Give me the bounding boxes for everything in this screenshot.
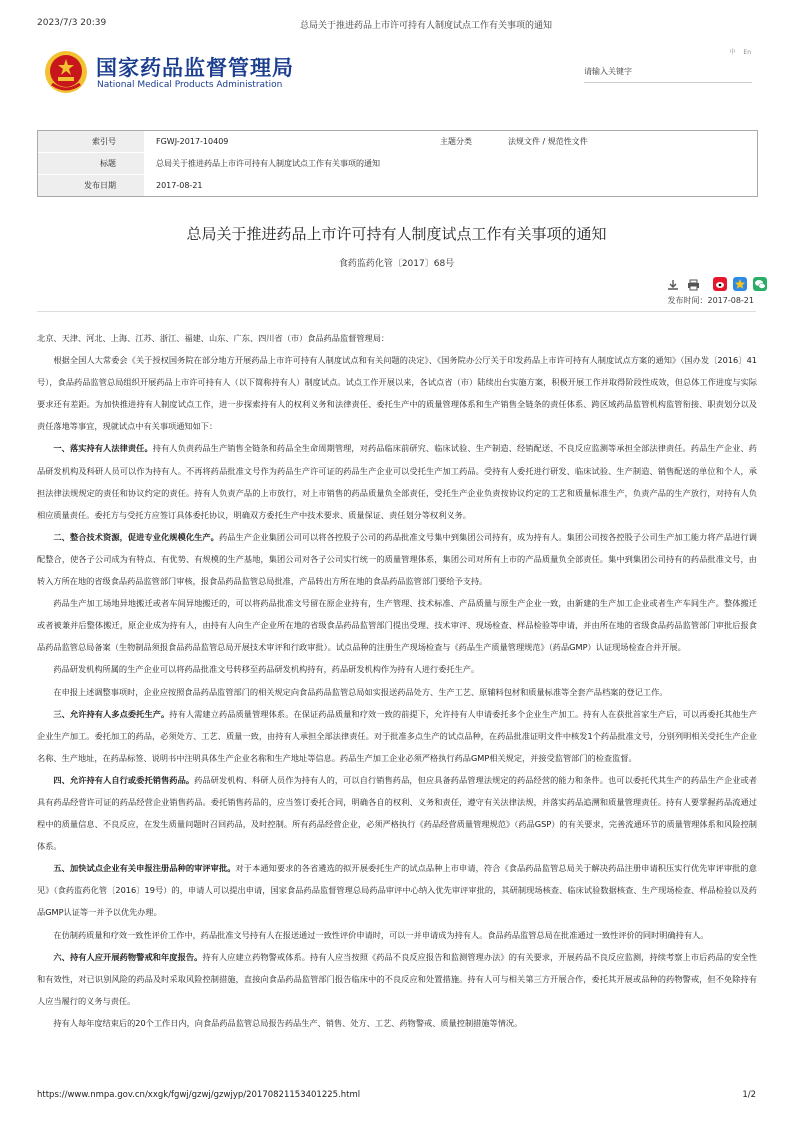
print-footer-url: https://www.nmpa.gov.cn/xxgk/fgwj/gzwj/gzwjyp/20170821153401225.html	[37, 1090, 361, 1100]
print-page-title: 总局关于推进药品上市许可持有人制度试点工作有关事项的通知	[300, 21, 553, 31]
paragraph: 根据全国人大常委会《关于授权国务院在部分地方开展药品上市许可持有人制度试点和有关问题的决定》、《国务院办公厅关于印发药品上市许可持有人制度试点方案的通知》（国办发〔2016〕41号），食品药品监管总局组织开展药品上市许可持有人（以下简称持有人）制度试点。试点工作开展以来，各试点省（市）陆续出台实施方案，积极开展工作并取得阶段性成效，但总体工作进度与实际要求还有差距。为加快推进持有人制度试点工作，进一步探索持有人的权利义务和法律责任、委托生产中的质量管理体系和生产销售全链条的责任体系、跨区域药品监管机构监管衔接、职责划分以及责任落地等事宜，现就试点中有关事项通知如下：	[37, 355, 757, 432]
publish-date: 发布时间：2017-08-21	[667, 296, 754, 305]
section-text: 持有人应建立药物警戒体系。持有人应当按照《药品不良反应报告和监测管理办法》的有关要求，开展药品不良反应监测，持续考察上市后药品的安全性和有效性，对已识别风险的药品及时采取风险控制措施，直接向食品药品监管部门报告临床中的不良反应和处置措施。持有人可与相关第三方开展合作，委托其开展或品种的药物警戒，但不免除持有人应当履行的义务与责任。	[37, 951, 757, 1006]
national-emblem-icon	[44, 50, 88, 94]
paragraph: 药品生产加工场地异地搬迁或者车间异地搬迁的，可以将药品批准文号留在原企业持有，生产管理、技术标准、产品质量与原生产企业一致，由新建的生产加工企业或者生产车间生产。整体搬迁或者被兼并后整体搬迁，原企业成为持有人，由持有人向生产企业所在地的省级食品药品监管部门提出受理、技术审评、现场检查、样品检验等申请，并由所在地的省级食品药品监管部门审批后报食品药品监管总局备案（生物制品须报食品药品监管总局开展技术审评和行政审批）。试点品种的注册生产现场检查与《药品生产质量管理规范》（药品GMP）认证现场检查合并开展。	[37, 598, 757, 653]
document-title: 总局关于推进药品上市许可持有人制度试点工作有关事项的通知	[186, 225, 607, 243]
recipients: 北京、天津、河北、上海、江苏、浙江、福建、山东、广东、四川省（市）食品药品监督管理局：	[37, 333, 390, 343]
document-number: 食药监药化管〔2017〕68号	[338, 259, 455, 269]
index-label: 索引号	[38, 131, 144, 153]
section-heading: 三、允许持有人多点委托生产。	[53, 708, 170, 719]
index-value: FGWJ-2017-10409	[156, 137, 229, 146]
table-row	[38, 175, 757, 197]
paragraph: 药品研发机构所属的生产企业可以将药品批准文号转移至药品研发机构持有，药品研发机构作为持有人进行委托生产。	[53, 664, 480, 675]
date-label: 发布日期	[38, 175, 144, 197]
lang-cn-link[interactable]: 中	[729, 49, 736, 56]
section-text: 对于本通知要求的各省遴选的拟开展委托生产的试点品种上市申请，符合《食品药品监管总局关于解决药品注册申请积压实行优先审评审批的意见》（食药监药化管〔2016〕19号）的，申请人可以提出申请，国家食品药品监督管理总局药品审评中心纳入优先审评审批的，其研制现场核查、临床试验数据核查、生产现场检查、样品检验以及药品GMP认证等一并予以优先办理。	[37, 863, 757, 918]
wechat-share-icon[interactable]	[753, 276, 767, 295]
date-value: 2017-08-21	[144, 175, 757, 197]
site-logo[interactable]	[42, 48, 292, 96]
table-row	[38, 131, 757, 153]
print-datetime: 2023/7/3 20:39	[37, 18, 107, 28]
section-heading: 二、整合技术资源，促进专业化规模化生产。	[53, 531, 219, 542]
table-row	[38, 153, 757, 175]
section-2	[37, 526, 757, 592]
category-value: 法规文件 / 规范性文件	[508, 137, 588, 146]
section-heading: 六、持有人应开展药物警戒和年度报告。	[53, 951, 203, 962]
title-label: 标题	[38, 153, 144, 175]
section-heading: 五、加快试点企业有关申报注册品种的审评审批。	[53, 863, 236, 874]
title-value: 总局关于推进药品上市许可持有人制度试点工作有关事项的通知	[144, 153, 757, 175]
section-text: 药品生产企业集团公司可以将各控股子公司的药品批准文号集中到集团公司持有，成为持有人。集团公司按各控股子公司生产加工能力将产品进行调配整合，使各子公司成为有特点、有优势、有规模的生产基地，集团公司对各子公司实行统一的质量管理体系，集团公司对所有上市的产品质量负全部责任。集中到集团公司持有的药品批准文号，由转入方所在地的省级食品药品监管部门审核，报食品药品监管总局批准，产品转出方所在地的食品药品监管部门要给予支持。	[37, 531, 757, 587]
section-heading: 四、允许持有人自行或委托销售药品。	[53, 774, 195, 785]
search-input[interactable]: 请输入关键字	[584, 62, 752, 83]
print-icon[interactable]	[687, 276, 700, 295]
toolbar	[667, 275, 767, 289]
site-name-cn: 国家药品监督管理局	[96, 56, 294, 80]
section-5	[37, 857, 757, 923]
divider	[37, 311, 756, 312]
qzone-share-icon[interactable]	[733, 276, 747, 295]
section-4	[37, 769, 757, 857]
section-6	[37, 946, 757, 1012]
category-label: 主题分类	[404, 131, 496, 153]
paragraph: 持有人每年度结束后的20个工作日内，向食品药品监管总局报告药品生产、销售、处方、工艺、药物警戒、质量控制措施等情况。	[53, 1017, 523, 1028]
weibo-share-icon[interactable]	[713, 276, 727, 295]
metadata-table	[37, 130, 758, 197]
section-text: 药品研发机构、科研人员作为持有人的，可以自行销售药品，但应具备药品管理法规定的药品经营的能力和条件。也可以委托代其生产的药品生产企业或者具有药品经营许可证的药品经营企业销售药品。委托销售药品的，应当签订委托合同，明确各自的权利、义务和责任，遵守有关法律法规，并落实药品追溯和质量管理责任。持有人要掌握药品流通过程中的质量信息、不良反应，在发生质量问题时召回药品，及时控制。所有药品经营企业，必须严格执行《药品经营质量管理规范》（药品GSP）的有关要求，完善流通环节的质量管理体系和风险控制体系。	[37, 774, 757, 852]
section-text: 持有人负责药品生产销售全链条和药品全生命周期管理，对药品临床前研究、临床试验、生产制造、经销配送、不良反应监测等承担全部法律责任。药品生产企业、药品研发机构及科研人员可以作为持有人。不再将药品批准文号作为药品生产许可证的药品生产企业可以受托生产加工药品。受持有人委托进行研发、临床试验、生产制造、销售配送的单位和个人，承担法律法规规定的责任和协议约定的责任。持有人负责产品的上市放行，对上市销售的药品质量负全部责任，受托生产企业负责按协议约定的工艺和质量标准生产，负责产品的生产放行，对持有人负相应质量责任。委托方与受托方应签订具体委托协议，明确双方委托生产中技术要求、质量保证、责任划分等权利义务。	[37, 443, 757, 520]
section-3	[37, 703, 757, 769]
download-icon[interactable]	[667, 276, 679, 295]
site-name-en: National Medical Products Administration	[97, 80, 283, 90]
document-body	[37, 327, 757, 1034]
paragraph: 在申报上述调整事项时，企业应按照食品药品监管部门的相关规定向食品药品监管总局如实报送药品处方、生产工艺、原辅料包材和质量标准等全套产品档案的登记工作。	[53, 686, 668, 697]
section-text: 持有人需建立药品质量管理体系。在保证药品质量和疗效一致的前提下，允许持有人申请委托多个企业生产加工。持有人在获批首家生产后，可以再委托其他生产企业生产加工。委托加工的药品，必须处方、工艺、质量一致，由持有人承担全部法律责任。对于批准多点生产的试点品种，在药品批准证明文件中核发1个药品批准文号，分别列明相关受托生产企业名称、生产地址，在药品标签、说明书中注明具体生产企业名称和生产地址等信息。药品生产加工企业必须严格执行药品GMP相关规定，并接受监管部门的检查监督。	[37, 708, 757, 763]
lang-en-link[interactable]: En	[743, 49, 751, 56]
section-heading: 一、落实持有人法律责任。	[53, 443, 153, 454]
paragraph: 在仿制药质量和疗效一致性评价工作中，药品批准文号持有人在报送通过一致性评价申请时，可以一并申请成为持有人。食品药品监管总局在批准通过一致性评价的同时明确持有人。	[53, 929, 709, 940]
print-page-number: 1/2	[742, 1090, 756, 1100]
section-1	[37, 437, 757, 525]
language-switch	[729, 47, 751, 56]
